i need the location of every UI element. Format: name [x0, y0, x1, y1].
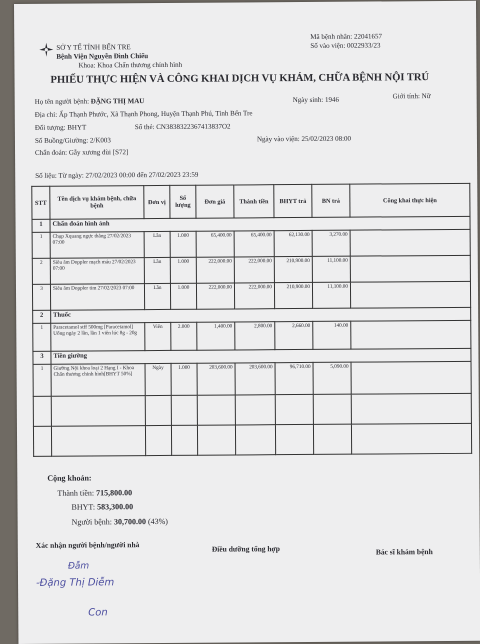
section-name: Thuốc — [51, 307, 471, 323]
table-row — [33, 320, 471, 351]
cell-bhyt: 96,710.00 — [275, 362, 313, 394]
cell-price: 222,000.00 — [196, 283, 234, 309]
cell-total: 65,400.00 — [234, 231, 274, 257]
cell-patient-pays: 5,090.00 — [313, 362, 351, 394]
total-amount-label: Thành tiền: — [57, 488, 95, 498]
col-header-total: Thành tiền — [234, 185, 274, 218]
cell-patient-pays: 3,270.00 — [312, 230, 350, 256]
diagnosis: Chẩn đoán: Gẫy xương đùi [S72] — [35, 148, 129, 157]
cell-qty: 1.000 — [170, 283, 196, 309]
table-row — [32, 255, 470, 284]
department-of-health: SỞ Y TẾ TỈNH BẾN TRE — [56, 43, 131, 52]
section-name: Chẩn đoán hình ảnh — [50, 216, 470, 232]
cell-total: 2,800.00 — [235, 322, 275, 350]
col-header-service: Tên dịch vụ khám bệnh, chữa bệnh — [50, 186, 144, 220]
ward-name: Khoa: Khoa Chấn thương chỉnh hình — [78, 60, 183, 70]
table-body — [32, 216, 472, 456]
bhyt-amount: 583,300.00 — [97, 502, 134, 512]
cell-bhyt: 62,130.00 — [274, 230, 312, 256]
patient-amount-row — [72, 517, 168, 527]
cell-bhyt: 2,660.00 — [275, 321, 313, 349]
cell-qty: 2.000 — [171, 322, 197, 350]
cell-disclosure — [351, 320, 471, 349]
patient-dob: Ngày sinh: 1946 — [292, 95, 339, 105]
col-header-patient-pays: BN trả — [312, 184, 350, 217]
cell-disclosure — [351, 361, 471, 394]
table-row — [32, 229, 470, 258]
data-period: Số liệu: Từ ngày: 27/02/2023 00:00 đến 27/02/2023 23:59 — [35, 170, 199, 180]
section-number: 2 — [33, 310, 51, 323]
col-header-disclosure: Công khai thực hiện — [350, 183, 470, 217]
cell-service: Paracetamol stff 500mg [Paracetamol] Uống ngày 2 lần, lần 1 viên lúc 8g - 20g — [51, 323, 145, 352]
total-amount: 715,800.00 — [96, 488, 133, 498]
col-header-price: Đơn giá — [196, 185, 234, 218]
patient-amount-label: Người bệnh: — [71, 517, 112, 527]
totals-heading: Cộng khoản: — [47, 473, 92, 483]
admission-number: Số vào viện: 0022933/23 — [310, 41, 381, 50]
cell-bhyt: 210,900.00 — [274, 256, 312, 282]
section-name: Tiền giường — [51, 348, 471, 364]
cell-unit: Lần — [144, 283, 170, 309]
patient-percent: (43%) — [147, 516, 168, 527]
cell-service: Chụp Xquang ngực thẳng 27/02/2023 07:00 — [50, 232, 144, 259]
empty-row — [33, 423, 471, 456]
cell-qty: 1.000 — [170, 257, 196, 283]
empty-row — [33, 393, 471, 426]
cell-total: 222,000.00 — [234, 257, 274, 283]
document-title: PHIẾU THỰC HIỆN VÀ CÔNG KHAI DỊCH VỤ KHÁM, CHỮA BỆNH NỘI TRÚ — [50, 72, 430, 86]
cell-price: 203,600.00 — [197, 363, 235, 395]
cell-total: 222,000.00 — [234, 283, 274, 309]
patient-object: Đối tượng: BHYT — [34, 123, 87, 132]
bhyt-amount-row — [71, 502, 133, 511]
col-header-bhyt: BHYT trả — [274, 184, 312, 217]
handwritten-signature: Đẫm — [67, 561, 90, 572]
patient-name-label: Họ tên người bệnh: — [34, 97, 90, 106]
cell-price: 1,400.00 — [197, 322, 235, 350]
patient-address: Địa chỉ: Ấp Thạnh Phước, Xã Thạnh Phong, Huyện Thạnh Phú, Tỉnh Bến Tre — [34, 109, 253, 119]
nurse-signature-label: Điều dưỡng tổng hợp — [211, 544, 280, 554]
cell-unit: Viên — [145, 322, 171, 350]
admission-date: Ngày vào viện: 25/02/2023 08:00 — [256, 134, 352, 144]
hospital-name: Bệnh Viện Nguyễn Đình Chiểu — [56, 52, 149, 61]
patient-confirm-label: Xác nhận người bệnh/người nhà — [35, 540, 140, 550]
patient-amount: 30,700.00 — [113, 517, 146, 527]
cell-unit: Lần — [144, 257, 170, 283]
cell-qty: 1.000 — [171, 363, 197, 395]
col-header-stt: STT — [32, 186, 50, 219]
section-number: 1 — [32, 219, 50, 232]
invoice-paper — [14, 1, 480, 644]
handwritten-relation: Con — [88, 607, 108, 619]
cell-qty: 1.000 — [170, 231, 196, 257]
hospital-logo-icon — [38, 42, 54, 58]
cell-price: 65,400.00 — [196, 231, 234, 257]
cell-bhyt: 210,900.00 — [274, 282, 312, 308]
cell-stt: 3 — [32, 284, 50, 310]
cell-disclosure — [350, 229, 470, 256]
table-row — [33, 361, 471, 396]
cell-service: Giường Nội khoa loại 2 Hạng I - Khoa Chấn thương chỉnh hình[BHYT 50%] — [51, 364, 145, 397]
cell-disclosure — [350, 281, 470, 308]
handwritten-name: -Đặng Thị Diễm — [36, 577, 115, 589]
cell-unit: Lần — [144, 231, 170, 257]
patient-name: ĐẶNG THỊ MAU — [90, 97, 145, 106]
patient-code: Mã bệnh nhân: 22041657 — [310, 32, 383, 41]
cell-stt: 1 — [33, 364, 51, 396]
cell-disclosure — [350, 255, 470, 282]
services-table — [31, 183, 472, 457]
cell-price: 222,000.00 — [196, 257, 234, 283]
cell-patient-pays: 140.00 — [313, 321, 351, 349]
cell-total: 203,600.00 — [235, 363, 275, 395]
patient-name-row — [35, 97, 145, 106]
col-header-qty: Số lượng — [170, 185, 196, 218]
table-header-row — [32, 183, 470, 219]
doctor-signature-label: Bác sĩ khám bệnh — [375, 547, 433, 557]
cell-stt: 2 — [32, 258, 50, 284]
patient-gender: Giới tính: Nữ — [392, 92, 431, 101]
table-row — [32, 281, 470, 310]
room-bed: Số Buồng/Giường: 2/K003 — [34, 136, 111, 145]
cell-stt: 1 — [32, 232, 50, 258]
cell-patient-pays: 11,100.00 — [312, 282, 350, 308]
insurance-card: Số thẻ: CN3838322367413837O2 — [134, 122, 231, 132]
col-header-unit: Đơn vị — [144, 185, 170, 218]
cell-patient-pays: 11,100.00 — [312, 256, 350, 282]
cell-service: Siêu âm Doppler tim 27/02/2023 07:00 — [50, 284, 144, 311]
cell-service: Siêu âm Doppler mạch máu 27/02/2023 07:00 — [50, 258, 144, 285]
total-amount-row — [57, 488, 132, 498]
section-number: 3 — [33, 351, 51, 364]
cell-stt: 1 — [33, 323, 51, 351]
bhyt-amount-label: BHYT: — [71, 502, 96, 512]
cell-unit: Ngày — [145, 363, 171, 395]
